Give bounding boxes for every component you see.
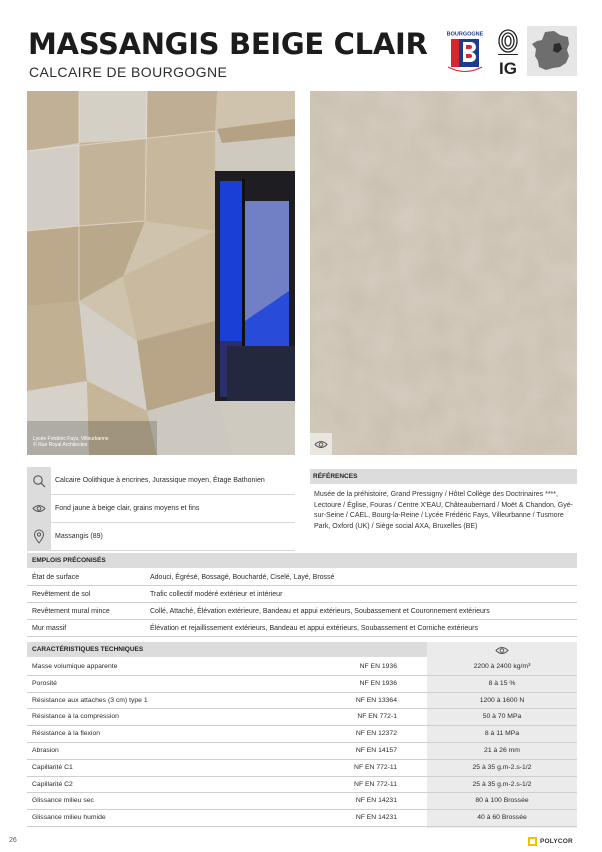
use-row bbox=[27, 603, 577, 620]
info-row-location bbox=[27, 523, 295, 551]
tech-value: 80 à 100 Brossée bbox=[475, 797, 529, 805]
tech-value: 50 à 70 MPa bbox=[482, 713, 522, 721]
brand-name: POLYCOR bbox=[540, 838, 573, 845]
use-label: État de surface bbox=[32, 574, 80, 581]
table-row bbox=[27, 693, 577, 710]
info-row-type bbox=[27, 467, 295, 495]
tech-label: Résistance à la compression bbox=[32, 713, 119, 721]
use-label: Revêtement mural mince bbox=[32, 608, 110, 615]
use-value: Collé, Attaché, Élévation extérieure, Bandeau et appui extérieurs, Soubassement et Couronnement extérieurs bbox=[150, 608, 490, 615]
use-value: Trafic collectif modéré extérieur et intérieur bbox=[150, 591, 283, 598]
france-map-icon bbox=[527, 26, 577, 76]
photo-caption-line2: © Rue Royal Architectes bbox=[33, 442, 88, 449]
table-row bbox=[27, 726, 577, 743]
use-row bbox=[27, 569, 577, 586]
tech-value: 8 à 15 % bbox=[488, 679, 516, 687]
tech-value: 25 à 35 g.m-2.s-1/2 bbox=[472, 780, 532, 788]
use-value: Élévation et rejaillissement extérieurs, Bandeau et appui extérieurs, Soubassement et Corniche extérieurs bbox=[150, 625, 479, 632]
tech-norm: NF EN 1936 bbox=[359, 679, 397, 687]
references-heading: RÉFÉRENCES bbox=[310, 469, 577, 484]
table-row bbox=[27, 709, 577, 726]
tech-norm: NF EN 772-11 bbox=[354, 780, 397, 788]
tech-norm: NF EN 13364 bbox=[355, 696, 397, 704]
tech-value: 8 à 11 MPa bbox=[484, 730, 520, 738]
stone-type-text: Calcaire Oolithique à encrines, Jurassique moyen, Étage Bathonien bbox=[55, 477, 265, 484]
magnifier-icon bbox=[27, 467, 51, 495]
eye-icon bbox=[27, 495, 51, 523]
quarry-location-text: Massangis (89) bbox=[55, 533, 103, 540]
tech-label: Glissance milieu humide bbox=[32, 814, 106, 822]
table-row bbox=[27, 760, 577, 777]
tech-norm: NF EN 14157 bbox=[355, 747, 397, 754]
page-number: 26 bbox=[9, 837, 17, 844]
stone-texture-photo bbox=[310, 91, 577, 455]
bourgogne-logo bbox=[444, 29, 486, 75]
tech-label: Résistance aux attaches (3 cm) type 1 bbox=[32, 696, 148, 704]
tech-norm: NF EN 772-11 bbox=[354, 763, 397, 771]
tech-norm: NF EN 772-1 bbox=[357, 713, 397, 721]
references-text: Musée de la préhistoire, Grand Pressigny / Hôtel Collège des Doctrinaires ****, Lectoure / Église, Fouras / Centre X'EAU, Châteaubernard / Moët & Chandon, Gyé-sur-Seine / CAEL, Bourg-la-Reine / Lycée Frédéric Fays, Villeurbanne / Tusmore Park, Oxford (UK) / Siège social AXA, Bruxelles (BE) bbox=[314, 491, 573, 530]
tech-label: Résistance à la flexion bbox=[32, 730, 101, 738]
tech-label: Glissance milieu sec bbox=[32, 797, 94, 805]
building-facade-photo bbox=[27, 91, 295, 455]
tech-norm: NF EN 12372 bbox=[355, 730, 397, 738]
tech-value: 25 à 35 g.m-2.s-1/2 bbox=[472, 763, 532, 771]
tech-norm: NF EN 14231 bbox=[355, 814, 397, 822]
ig-logo-text: IG bbox=[499, 59, 517, 77]
location-pin-icon bbox=[27, 523, 51, 551]
tech-norm: NF EN 1936 bbox=[359, 663, 397, 670]
table-row bbox=[27, 777, 577, 794]
info-row-aspect bbox=[27, 495, 295, 523]
photo-caption bbox=[33, 436, 109, 450]
uses-heading: EMPLOIS PRÉCONISÉS bbox=[27, 553, 577, 568]
table-row bbox=[27, 793, 577, 810]
table-row bbox=[27, 810, 577, 827]
use-row bbox=[27, 586, 577, 603]
tech-value: 40 à 60 Brossée bbox=[477, 814, 527, 822]
polycor-logo-icon bbox=[528, 837, 537, 846]
view-texture-icon[interactable] bbox=[310, 433, 332, 455]
tech-norm: NF EN 14231 bbox=[355, 797, 397, 805]
use-value: Adouci, Égrésé, Bossagé, Bouchardé, Ciselé, Layé, Brossé bbox=[150, 574, 335, 581]
page-title: MASSANGIS BEIGE CLAIR bbox=[28, 27, 428, 61]
eye-icon bbox=[427, 643, 577, 657]
brand bbox=[528, 837, 573, 846]
tech-label: Abrasion bbox=[32, 747, 59, 754]
tech-value: 1200 à 1600 N bbox=[479, 696, 525, 704]
table-row bbox=[27, 659, 577, 676]
tech-value: 21 à 26 mm bbox=[484, 747, 520, 754]
tech-label: Capillarité C1 bbox=[32, 763, 73, 771]
photo-caption-line1: Lycée Frédéric Fays, Villeurbanne bbox=[33, 435, 109, 442]
tech-value: 2200 à 2400 kg/m³ bbox=[473, 663, 531, 670]
stone-aspect-text: Fond jaune à beige clair, grains moyens et fins bbox=[55, 505, 200, 512]
use-label: Mur massif bbox=[32, 625, 67, 632]
tech-label: Porosité bbox=[32, 679, 57, 687]
use-label: Revêtement de sol bbox=[32, 591, 91, 598]
tech-heading: CARACTÉRISTIQUES TECHNIQUES bbox=[27, 642, 427, 657]
tech-label: Capillarité C2 bbox=[32, 780, 73, 788]
page-subtitle: CALCAIRE DE BOURGOGNE bbox=[29, 64, 228, 80]
tech-label: Masse volumique apparente bbox=[32, 663, 118, 670]
table-row bbox=[27, 743, 577, 760]
table-row bbox=[27, 676, 577, 693]
bourgogne-logo-text: BOURGOGNE bbox=[446, 31, 484, 38]
ig-logo bbox=[496, 27, 520, 77]
use-row bbox=[27, 620, 577, 637]
